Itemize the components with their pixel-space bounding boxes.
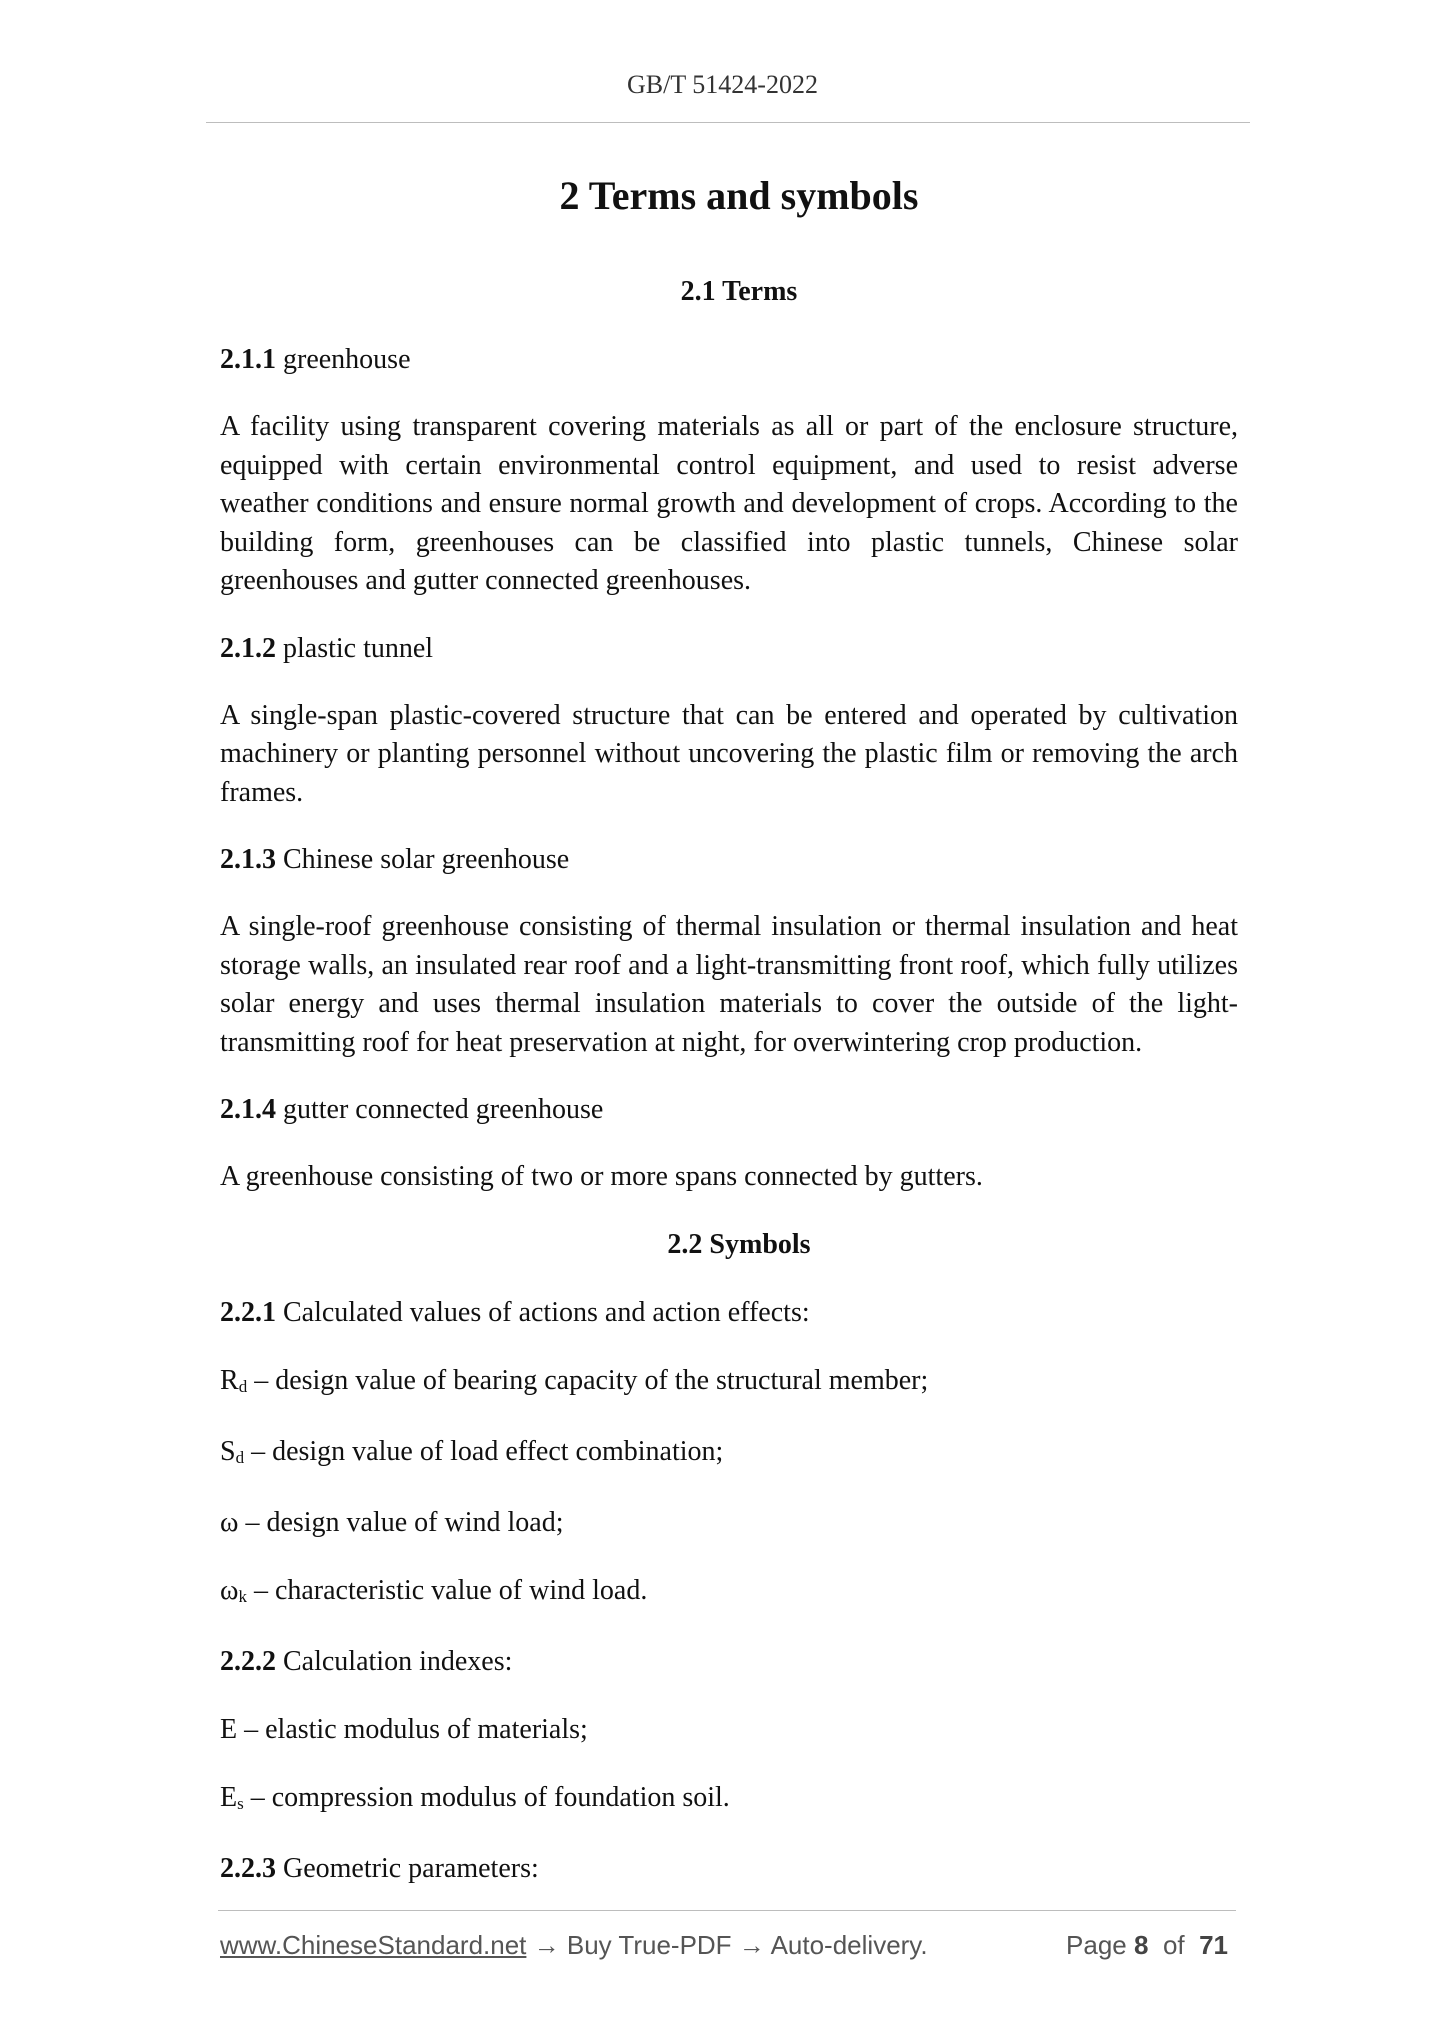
chapter-title: 2 Terms and symbols xyxy=(559,173,919,218)
term-name: plastic tunnel xyxy=(283,632,434,664)
term-heading xyxy=(220,629,1238,669)
symbol-base: E xyxy=(220,1781,238,1813)
header-divider xyxy=(206,122,1250,123)
term-definition: A single-span plastic-covered structure that can be entered and operated by cultivation machinery or planting personnel without uncovering the plastic film or removing the arch frames. xyxy=(220,699,1238,808)
term-number: 2.1.2 xyxy=(220,632,276,664)
section-title-terms: 2.1 Terms xyxy=(680,276,798,307)
footer-promo xyxy=(220,1930,928,1961)
term-definition: A facility using transparent covering materials as all or part of the enclosure structure, equipped with certain environmental control equipment, and used to resist adverse weather conditions and ensure normal growth and development of crops. According to the building form, greenhouses can be classified into plastic tunnels, Chinese solar greenhouses and gutter connected greenhouses. xyxy=(220,411,1238,596)
symbol-entry xyxy=(220,1432,1238,1475)
term-number: 2.1.4 xyxy=(220,1094,276,1125)
symbol-base: ω xyxy=(220,1506,239,1538)
symbol-entry xyxy=(220,1710,1238,1750)
term-number: 2.1.3 xyxy=(220,844,276,875)
term-heading xyxy=(220,840,1238,880)
term-name: gutter connected greenhouse xyxy=(283,1094,604,1125)
symbol-base: ω xyxy=(220,1574,239,1606)
term-heading xyxy=(220,1090,1238,1130)
symbol-group-heading xyxy=(220,1849,1238,1889)
symbol-entry xyxy=(220,1361,1238,1404)
page-footer xyxy=(220,1930,1228,1961)
symbol-subscript: d xyxy=(238,1376,248,1396)
section-title-symbols: 2.2 Symbols xyxy=(667,1228,811,1260)
page-current: 8 xyxy=(1134,1930,1149,1960)
symbol-base: E xyxy=(220,1713,238,1745)
term-number: 2.1.1 xyxy=(220,344,276,375)
page-indicator xyxy=(1066,1930,1228,1961)
term-definition: A single-roof greenhouse consisting of thermal insulation or thermal insulation and heat storage walls, an insulated rear roof and a light-transmitting front roof, which fully utilizes solar energy and uses thermal insulation materials to cover the outside of the light-transmitting roof for heat preservation at night, for overwintering crop production. xyxy=(220,911,1238,1058)
symbol-description: – design value of load effect combination; xyxy=(244,1435,724,1467)
symbol-group-number: 2.2.2 xyxy=(220,1645,276,1677)
page-of-label: of xyxy=(1162,1930,1185,1960)
symbol-entry xyxy=(220,1778,1238,1821)
symbol-entry xyxy=(220,1571,1238,1614)
symbol-description: – elastic modulus of materials; xyxy=(237,1713,588,1745)
symbol-subscript: s xyxy=(237,1793,244,1813)
symbol-description: – design value of wind load; xyxy=(238,1506,564,1538)
symbol-base: R xyxy=(220,1364,239,1396)
symbol-description: – design value of bearing capacity of the structural member; xyxy=(247,1364,929,1396)
symbol-subscript: d xyxy=(235,1447,245,1467)
term-definition: A greenhouse consisting of two or more spans connected by gutters. xyxy=(220,1161,983,1192)
symbol-entry xyxy=(220,1503,1238,1543)
symbol-description: – characteristic value of wind load. xyxy=(246,1574,648,1606)
page-total: 71 xyxy=(1199,1930,1228,1960)
page-label: Page xyxy=(1066,1930,1127,1960)
symbol-group-name: Geometric parameters: xyxy=(283,1852,539,1884)
website-link[interactable]: www.ChineseStandard.net xyxy=(220,1930,527,1960)
page-header: GB/T 51424-2022 xyxy=(627,70,818,99)
symbol-group-name: Calculation indexes: xyxy=(283,1645,513,1677)
symbol-group-heading xyxy=(220,1293,1238,1333)
promo-text: → Buy True-PDF → Auto-delivery. xyxy=(526,1930,928,1960)
footer-divider xyxy=(218,1910,1236,1911)
symbol-group-number: 2.2.1 xyxy=(220,1296,276,1328)
symbol-group-name: Calculated values of actions and action effects: xyxy=(283,1296,810,1328)
symbol-base: S xyxy=(220,1435,236,1467)
term-heading xyxy=(220,340,1238,380)
term-name: Chinese solar greenhouse xyxy=(283,844,570,875)
symbol-group-number: 2.2.3 xyxy=(220,1852,276,1884)
page-content xyxy=(220,168,1238,1889)
symbol-group-heading xyxy=(220,1642,1238,1682)
symbol-description: – compression modulus of foundation soil. xyxy=(243,1781,730,1813)
term-name: greenhouse xyxy=(283,344,411,375)
symbol-subscript: k xyxy=(238,1586,247,1606)
